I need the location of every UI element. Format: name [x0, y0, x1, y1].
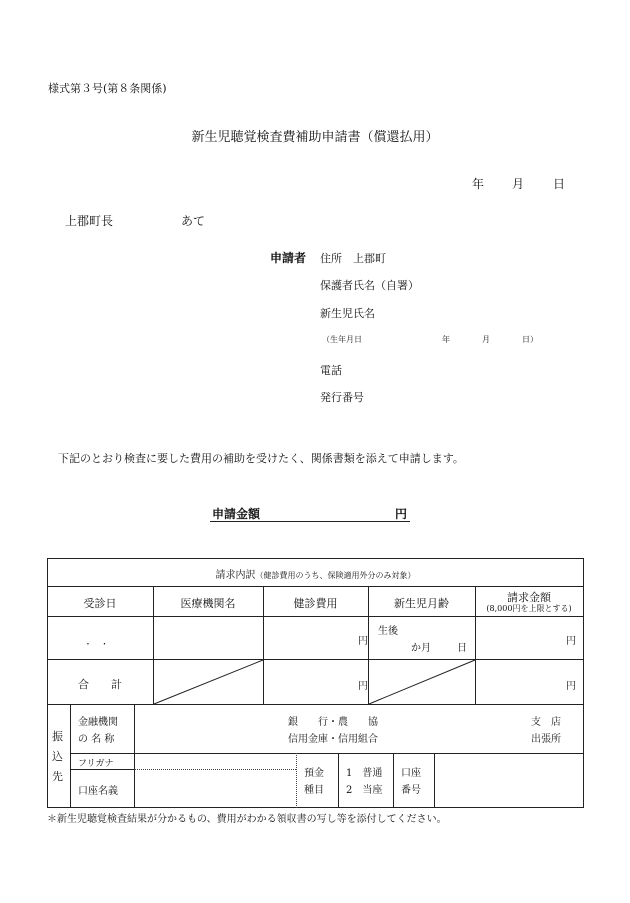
applicant-guardian: 保護者氏名（自署）: [320, 279, 419, 292]
row-cost-yen: 円: [358, 636, 368, 647]
statement: 下記のとおり検査に要した費用の補助を受けたく、関係書類を添えて申請します。: [58, 452, 464, 465]
bank-inst-label-1: 金融機関: [78, 717, 118, 728]
addressee-suffix: あて: [181, 214, 206, 228]
row-date: ． ．: [86, 634, 114, 647]
total-claim-yen: 円: [566, 681, 576, 692]
header-claim-note: (8,000円を上限とする): [486, 604, 572, 613]
applicant-issue-number: 発行番号: [320, 391, 364, 404]
bank-acct-1: 口座: [401, 768, 421, 779]
applicant-birth-month: 月: [482, 335, 490, 344]
date-month: 月: [512, 177, 525, 191]
page-title: 新生児聴覚検査費補助申請書（償還払用）: [191, 130, 439, 145]
bank-holder: 口座名義: [78, 786, 118, 797]
bank-inst-line-2: 信用金庫・信用組合: [288, 734, 378, 745]
bank-branch-2: 出張所: [531, 734, 561, 745]
applicant-birth-year: 年: [442, 335, 450, 344]
bank-inst-line-1: 銀 行・農 協: [288, 717, 378, 728]
header-claim: 請求金額: [507, 591, 551, 604]
date-year: 年: [472, 177, 485, 191]
row-age-prefix: 生後: [378, 626, 398, 637]
header-cost: 健診費用: [293, 597, 338, 610]
applicant-newborn: 新生児氏名: [320, 307, 375, 320]
applicant-birth: （生年月日: [322, 335, 362, 344]
bank-furigana: フリガナ: [78, 759, 114, 769]
addressee-name: 上郡町長: [65, 214, 114, 228]
bank-type-2: 2 当座: [346, 785, 383, 796]
bank-branch-1: 支 店: [531, 717, 561, 728]
applicant-phone: 電話: [320, 364, 342, 377]
bank-section-3: 先: [52, 770, 63, 783]
bank-inst-label-2: の 名 称: [78, 734, 115, 745]
row-age-day: 日: [457, 643, 467, 654]
row-claim-yen: 円: [566, 636, 576, 647]
header-institution: 医療機関名: [180, 597, 236, 610]
bank-deposit-1: 預金: [304, 768, 324, 779]
bank-acct-2: 番号: [401, 785, 421, 796]
total-label: 合 計: [78, 678, 122, 691]
applicant-birth-day: 日）: [522, 335, 538, 344]
header-date: 受診日: [83, 597, 117, 610]
footnote: ＊新生児聴覚検査結果が分かるもの、費用がわかる領収書の写し等を添付してください。: [47, 814, 447, 825]
bank-type-1: 1 普通: [346, 768, 383, 779]
bank-section-1: 振: [52, 730, 63, 743]
amount-unit: 円: [395, 507, 408, 521]
applicant-address: 住所 上郡町: [320, 252, 386, 265]
bank-deposit-2: 種目: [304, 785, 324, 796]
bank-section-2: 込: [52, 750, 63, 763]
form-number: 様式第３号(第８条関係): [48, 82, 167, 95]
date-day: 日: [553, 177, 566, 191]
row-age-month: か月: [411, 643, 431, 654]
table-caption: 請求内訳（健診費用のうち、保険適用外分のみ対象）: [215, 570, 416, 581]
amount-label: 申請金額: [212, 507, 261, 521]
total-cost-yen: 円: [358, 681, 368, 692]
header-age: 新生児月齢: [394, 597, 449, 610]
applicant-label: 申請者: [270, 251, 307, 265]
